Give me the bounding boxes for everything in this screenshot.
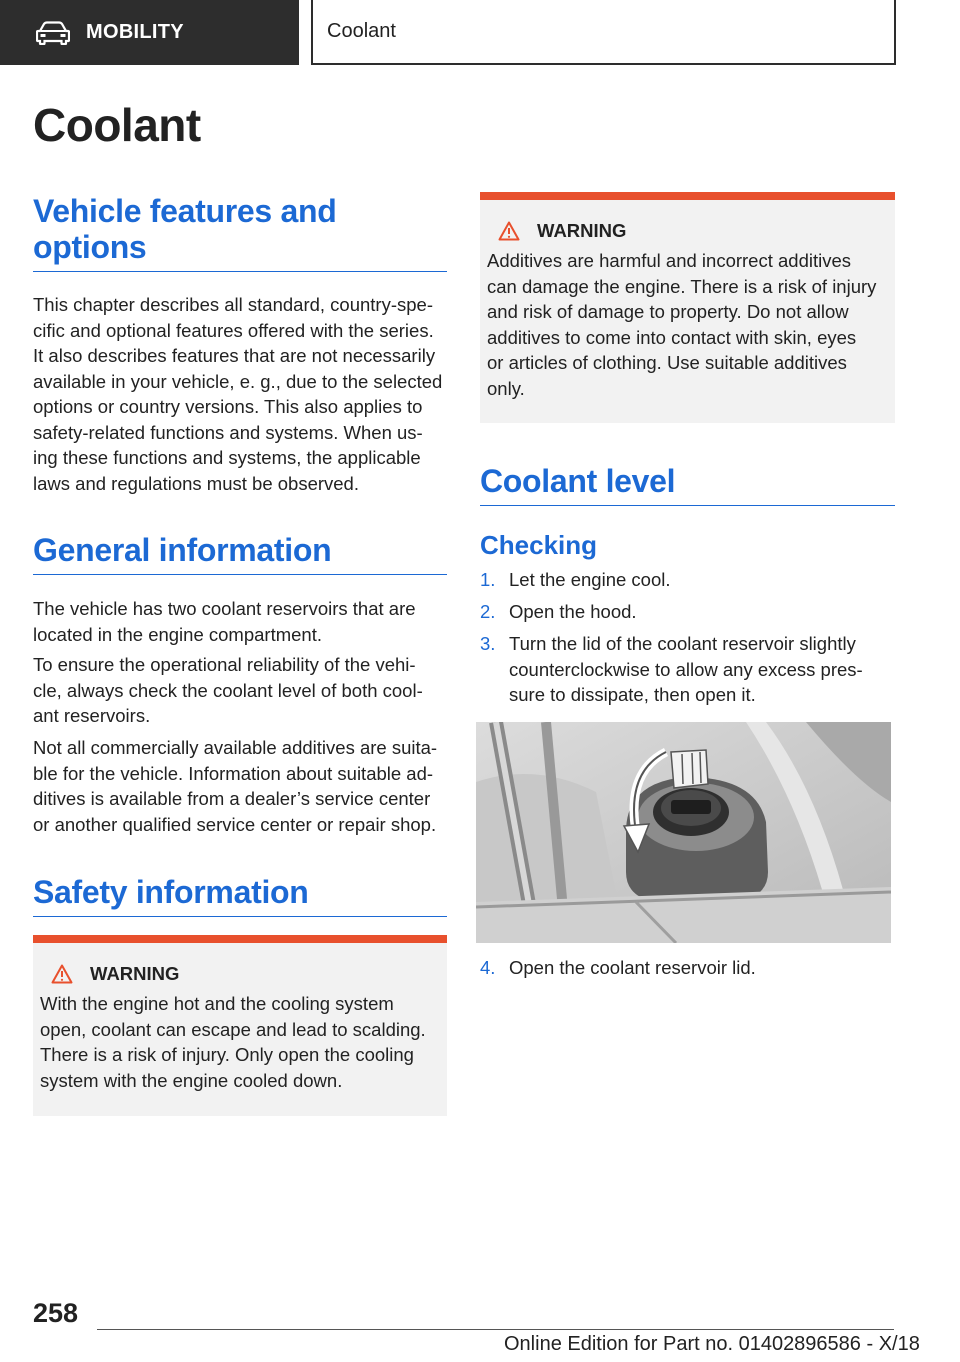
warning-label: WARNING xyxy=(90,963,180,984)
text-line: ditives is available from a dealer’s service center xyxy=(33,788,431,809)
step-number: 4. xyxy=(480,957,496,978)
step-text xyxy=(509,599,895,625)
text-line: Open the hood. xyxy=(509,601,637,622)
heading-line: Vehicle features and xyxy=(33,193,337,229)
text-line: This chapter describes all standard, country-spe‐ xyxy=(33,294,433,315)
text-line: laws and regulations must be observed. xyxy=(33,472,359,494)
vehicle-features-paragraph xyxy=(33,292,447,496)
text-line: ble for the vehicle. Information about suitable ad‐ xyxy=(33,762,434,784)
general-info-paragraph-3 xyxy=(33,735,447,837)
heading-line: options xyxy=(33,229,147,265)
step-text xyxy=(509,955,895,981)
step-item xyxy=(480,955,895,981)
text-line: additives to come into contact with skin, eyes xyxy=(487,326,857,348)
text-line: system with the engine cooled down. xyxy=(40,1069,343,1091)
step-item xyxy=(480,599,895,625)
text-line: located in the engine compartment. xyxy=(33,623,322,645)
chapter-title: Coolant xyxy=(327,20,396,42)
step-text xyxy=(509,567,895,593)
warning-header xyxy=(498,220,887,242)
text-line: available in your vehicle, e. g., due to the selected xyxy=(33,370,443,392)
general-info-paragraph-2 xyxy=(33,652,447,729)
text-line: Let the engine cool. xyxy=(509,569,671,590)
text-line: and risk of damage to property. Do not allow xyxy=(487,301,849,322)
text-line: To ensure the operational reliability of the vehi‐ xyxy=(33,654,416,675)
step-item xyxy=(480,567,895,593)
warning-header xyxy=(51,963,439,985)
heading-coolant-level: Coolant level xyxy=(480,463,895,506)
section-label: MOBILITY xyxy=(86,21,184,43)
warning-triangle-icon xyxy=(498,221,520,241)
text-line: cific and optional features offered with the series. xyxy=(33,319,434,341)
text-line: ing these functions and systems, the applicable xyxy=(33,447,421,468)
text-line: open, coolant can escape and lead to scalding. xyxy=(40,1018,426,1040)
general-info-paragraph-1 xyxy=(33,596,447,647)
car-icon xyxy=(36,21,70,45)
heading-checking: Checking xyxy=(480,530,598,560)
warning-box-scalding xyxy=(33,935,447,1116)
text-line: Additives are harmful and incorrect additives xyxy=(487,250,852,271)
warning-box-additives xyxy=(480,192,895,423)
step-number: 2. xyxy=(480,601,496,622)
step-text xyxy=(509,631,895,708)
text-line: The vehicle has two coolant reservoirs that are xyxy=(33,598,416,619)
text-line: ant reservoirs. xyxy=(33,705,151,726)
text-line: It also describes features that are not necessarily xyxy=(33,345,436,366)
heading-vehicle-features xyxy=(33,193,447,272)
step-number: 3. xyxy=(480,633,496,654)
page-number: 258 xyxy=(33,1298,79,1328)
text-line: only. xyxy=(487,377,525,399)
coolant-reservoir-illustration xyxy=(476,722,891,943)
warning-triangle-icon xyxy=(51,964,73,984)
warning-text xyxy=(40,991,439,1093)
text-line: options or country versions. This also applies to xyxy=(33,396,423,417)
text-line: cle, always check the coolant level of both cool‐ xyxy=(33,679,423,701)
text-line: safety-related functions and systems. When us‐ xyxy=(33,421,423,443)
text-line: There is a risk of injury. Only open the cooling xyxy=(40,1044,414,1065)
text-line: With the engine hot and the cooling system xyxy=(40,993,394,1014)
heading-safety-information: Safety information xyxy=(33,874,447,917)
step-item xyxy=(480,631,895,708)
heading-general-information: General information xyxy=(33,532,447,575)
warning-label: WARNING xyxy=(537,220,627,241)
warning-text xyxy=(487,248,887,401)
footer-divider xyxy=(97,1329,894,1330)
step-number: 1. xyxy=(480,569,496,590)
edition-text: Online Edition for Part no. 01402896586 - X/18 xyxy=(504,1333,920,1355)
text-line: or articles of clothing. Use suitable additives xyxy=(487,352,847,373)
text-line: Not all commercially available additives are suita‐ xyxy=(33,737,438,758)
section-tab-mobility[interactable] xyxy=(0,0,299,65)
text-line: Open the coolant reservoir lid. xyxy=(509,957,756,978)
text-line: counterclockwise to allow any excess pres‐ xyxy=(509,658,863,680)
text-line: sure to dissipate, then open it. xyxy=(509,684,756,705)
page-title: Coolant xyxy=(33,99,201,151)
text-line: or another qualified service center or repair shop. xyxy=(33,813,437,835)
chapter-title-box xyxy=(311,0,896,65)
text-line: Turn the lid of the coolant reservoir slightly xyxy=(509,633,856,654)
text-line: can damage the engine. There is a risk of injury xyxy=(487,275,877,297)
